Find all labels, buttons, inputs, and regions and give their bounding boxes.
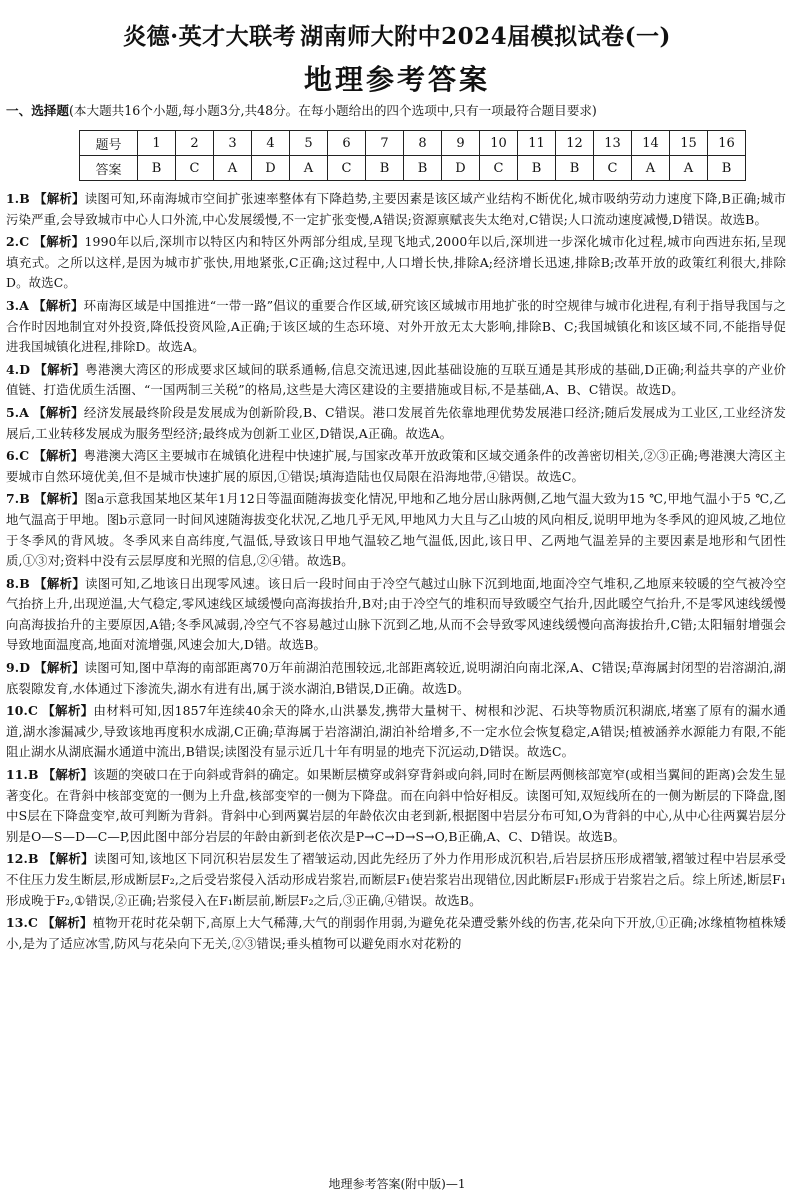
question-number-cell: 10	[480, 131, 518, 156]
item-number: 2.C	[6, 234, 30, 250]
section-heading	[6, 100, 790, 119]
analysis-item	[6, 189, 786, 230]
analysis-item	[6, 446, 786, 487]
answer-cell: B	[518, 156, 556, 181]
answer-row	[80, 156, 746, 181]
exam-title	[0, 18, 794, 51]
analysis-text: 读图可知,该地区下同沉积岩层发生了褶皱运动,因此先经历了外力作用形成沉积岩,后岩层挤压形成褶皱,褶皱过程中岩层承受不住压力发生断层,形成断层F₂,之后受岩浆侵入活动形成岩浆岩,而断层F₁使岩浆岩出现错位,因此断层F₁形成于岩浆岩之后。综上所述,断层F₁形成晚于F₂,①错误,②正确;岩浆侵入在F₁断层前,断层F₂之后,③正确,④错误。故选B。	[6, 851, 787, 908]
answer-cell: A	[632, 156, 670, 181]
answer-cell: C	[594, 156, 632, 181]
question-number-cell: 12	[556, 131, 594, 156]
answer-cell: A	[670, 156, 708, 181]
analysis-text: 读图可知,图中草海的南部距离70万年前湖泊范围较远,北部距离较近,说明湖泊向南北深,A、C错误;草海属封闭型的岩溶湖泊,湖底裂隙发育,水体通过下渗流失,湖水有进有出,属于淡水湖泊,B错误,D正确。故选D。	[6, 660, 787, 696]
item-number: 9.D	[6, 660, 31, 676]
answer-cell: D	[252, 156, 290, 181]
item-number: 1.B	[6, 191, 30, 206]
analysis-text: 读图可知,环南海城市空间扩张速率整体有下降趋势,主要因素是该区域产业结构不断优化,城市吸纳劳动力速度下降,B正确;城市污染严重,会导致城市中心人口外流,中心发展缓慢,不一定扩张变慢,A错误;资源禀赋丧失太绝对,C错误;人口流动速度减慢,D错误。故选B。	[6, 191, 786, 227]
item-number: 5.A	[6, 404, 29, 420]
analysis-text: 植物开花时花朵朝下,高原上大气稀薄,大气的削弱作用弱,为避免花朵遭受紫外线的伤害,花朵向下开放,①正确;冰缘植物植株矮小,是为了适应冰雪,防风与花朵向下无关,②③错误;垂头植物可以避免雨水对花粉的	[6, 915, 787, 951]
analysis-item	[6, 765, 786, 847]
analysis-list	[6, 189, 786, 956]
section-note: (本大题共16个小题,每小题3分,共48分。在每小题给出的四个选项中,只有一项最符合题目要求)	[68, 103, 597, 118]
answer-cell: B	[138, 156, 176, 181]
analysis-text: 该题的突破口在于向斜或背斜的确定。如果断层横穿或斜穿背斜或向斜,同时在断层两侧核部宽窄(或相当翼间的距离)会发生显著变化。在背斜中核部变宽的一侧为上升盘,核部变窄的一侧为下降盘。而在向斜中恰好相反。读图可知,双短线所在的一侧为断层的下降盘,图中S层在下降盘变窄,故可判断为背斜。背斜中心到两翼岩层的年龄依次由老到新,根据图中岩层分布可知,O为背斜的中心,从中心往两翼岩层分别是O—S—D—C—P,因此图中部分岩层的年龄由新到老依次是P→C→D→S→O,B正确,A、C、D错误。故选B。	[6, 767, 787, 844]
answer-cell: C	[328, 156, 366, 181]
analysis-item	[6, 849, 786, 911]
question-number-cell: 11	[518, 131, 556, 156]
brand-name: 炎德·英才大联考	[123, 23, 297, 50]
analysis-label: 【解析】	[34, 491, 85, 507]
analysis-label: 【解析】	[33, 234, 85, 250]
question-number-cell: 2	[176, 131, 214, 156]
exam-title-text: 湖南师大附中2024届模拟试卷(一)	[300, 23, 671, 50]
answer-cell: C	[176, 156, 214, 181]
analysis-label: 【解析】	[34, 660, 85, 676]
question-number-cell: 9	[442, 131, 480, 156]
analysis-text: 粤港澳大湾区主要城市在城镇化进程中快速扩展,与国家改革开放政策和区域交通条件的改善密切相关,②③正确;粤港澳大湾区主要城市自然环境优美,但不是城市快速扩展的原因,①错误;填海造陆也仅局限在沿海地带,④错误。故选C。	[6, 448, 786, 484]
analysis-item	[6, 701, 786, 763]
item-number: 8.B	[6, 575, 30, 591]
question-number-cell: 14	[632, 131, 670, 156]
question-number-cell: 6	[328, 131, 366, 156]
analysis-label: 【解析】	[33, 448, 84, 464]
answer-cell: B	[708, 156, 746, 181]
analysis-label: 【解析】	[42, 703, 94, 719]
answer-table	[79, 130, 746, 181]
answer-cell: A	[214, 156, 252, 181]
analysis-label: 【解析】	[42, 851, 94, 867]
analysis-text: 读图可知,乙地该日出现零风速。该日后一段时间由于冷空气越过山脉下沉到地面,地面冷空气堆积,乙地原来较暖的空气被冷空气抬挤上升,出现逆温,大气稳定,零风速线区域缓慢向高海拔抬升,B对;由于冷空气的堆积而导致暖空气抬升,因此暖空气抬升,不是零风速线缓慢向高海拔抬升的主要原因,A错;冬季风减弱,冷空气不容易越过山脉下沉到乙地,从而不会导致零风速线缓慢向高海拔抬升,C错;太阳辐射增强会导致地面温度高,地面对流增强,风速会加大,D错。故选B。	[6, 575, 786, 653]
analysis-item	[6, 574, 786, 656]
section-label: 一、选择题	[6, 103, 69, 118]
row-header-question: 题号	[80, 131, 138, 156]
page-footer: 地理参考答案(附中版)—1	[328, 1177, 466, 1191]
item-number: 7.B	[6, 491, 30, 507]
analysis-item	[6, 296, 786, 358]
item-number: 11.B	[6, 767, 39, 783]
question-number-cell: 5	[290, 131, 328, 156]
item-number: 4.D	[6, 361, 31, 377]
question-number-cell: 16	[708, 131, 746, 156]
analysis-label: 【解析】	[34, 575, 86, 591]
analysis-text: 粤港澳大湾区的形成要求区域间的联系通畅,信息交流迅速,因此基础设施的互联互通是其形成的基础,D正确;利益共享的产业价值链、打造优质生活圈、“一国两制三关税”的格局,这些是大湾区建设的主要措施或目标,不是基础,A、B、C错误。故选D。	[6, 361, 787, 398]
analysis-label: 【解析】	[34, 191, 85, 206]
analysis-text: 环南海区域是中国推进“一带一路”倡议的重要合作区域,研究该区域城市用地扩张的时空规律与城市化进程,有利于指导我国与之合作时因地制宜对外投资,降低投资风险,A正确;于该区域的生态环境、对外开放无太大影响,排除B、C;我国城镇化和该区域不同,不能指导促进我国城镇化进程,排除D。故选A。	[6, 297, 787, 355]
answer-cell: B	[366, 156, 404, 181]
question-number-row	[80, 131, 746, 156]
analysis-label: 【解析】	[34, 361, 86, 377]
item-number: 13.C	[6, 915, 39, 931]
analysis-text: 由材料可知,因1857年连续40余天的降水,山洪暴发,携带大量树干、树根和沙泥、石块等物质沉积湖底,堵塞了原有的漏水通道,湖水渗漏减少,导致该地再度积水成湖,C正确;草海属于岩溶湖泊,湖泊补给增多,不一定水位会恢复稳定,A错误;植被涵养水源能力有限,不能阻止湖水从湖底漏水通道中流出,B错误;读图没有显示近几十年有明显的地壳下沉运动,D错误。故选C。	[6, 703, 787, 760]
answer-cell: C	[480, 156, 518, 181]
analysis-item	[6, 403, 786, 444]
analysis-item	[6, 360, 786, 401]
answer-cell: B	[404, 156, 442, 181]
question-number-cell: 3	[214, 131, 252, 156]
analysis-item	[6, 658, 786, 699]
item-number: 3.A	[6, 297, 29, 313]
item-number: 6.C	[6, 448, 30, 464]
analysis-text: 1990年以后,深圳市以特区内和特区外两部分组成,呈现飞地式,2000年以后,深圳进一步深化城市化过程,城市向西进东拓,呈现填充式。之所以这样,是因为城市扩张快,用地紧张,C正确;这过程中,人口增长快,排除A;经济增长迅速,排除B;改革开放的政策红利很大,排除D。故选C。	[6, 234, 787, 291]
analysis-label: 【解析】	[42, 915, 93, 931]
question-number-cell: 1	[138, 131, 176, 156]
question-number-cell: 7	[366, 131, 404, 156]
analysis-label: 【解析】	[33, 404, 84, 420]
answer-cell: D	[442, 156, 480, 181]
analysis-label: 【解析】	[33, 297, 84, 313]
analysis-label: 【解析】	[42, 767, 94, 783]
document-subtitle: 地理参考答案	[303, 63, 490, 96]
question-number-cell: 4	[252, 131, 290, 156]
question-number-cell: 15	[670, 131, 708, 156]
analysis-text: 图a示意我国某地区某年1月12日等温面随海拔变化情况,甲地和乙地分居山脉两侧,乙地气温大致为15 ℃,甲地气温小于5 ℃,乙地气温高于甲地。图b示意同一时间风速随海拔变化状况,乙地几乎无风,甲地风力大且与乙山坡的风向相反,说明甲地为冬季风的迎风坡,乙地位于冬季风的背风坡。冬季风来自高纬度,气温低,导致该日甲地气温较乙地气温低,因此,该日甲、乙两地气温差异的主要因素是地形和气团性质,①③对;资料中没有云层厚度和光照的信息,②④错。故选B。	[6, 491, 786, 569]
analysis-item	[6, 489, 786, 571]
item-number: 12.B	[6, 851, 39, 867]
item-number: 10.C	[6, 703, 39, 719]
analysis-text: 经济发展最终阶段是发展成为创新阶段,B、C错误。港口发展首先依靠地理优势发展港口经济;随后发展成为工业区,工业经济发展后,工业转移发展成为服务型经济;最终成为创新工业区,D错误,A正确。故选A。	[6, 404, 786, 441]
question-number-cell: 13	[594, 131, 632, 156]
question-number-cell: 8	[404, 131, 442, 156]
analysis-item	[6, 913, 786, 954]
analysis-item	[6, 232, 786, 294]
row-header-answer: 答案	[80, 156, 138, 181]
answer-cell: A	[290, 156, 328, 181]
answer-cell: B	[556, 156, 594, 181]
